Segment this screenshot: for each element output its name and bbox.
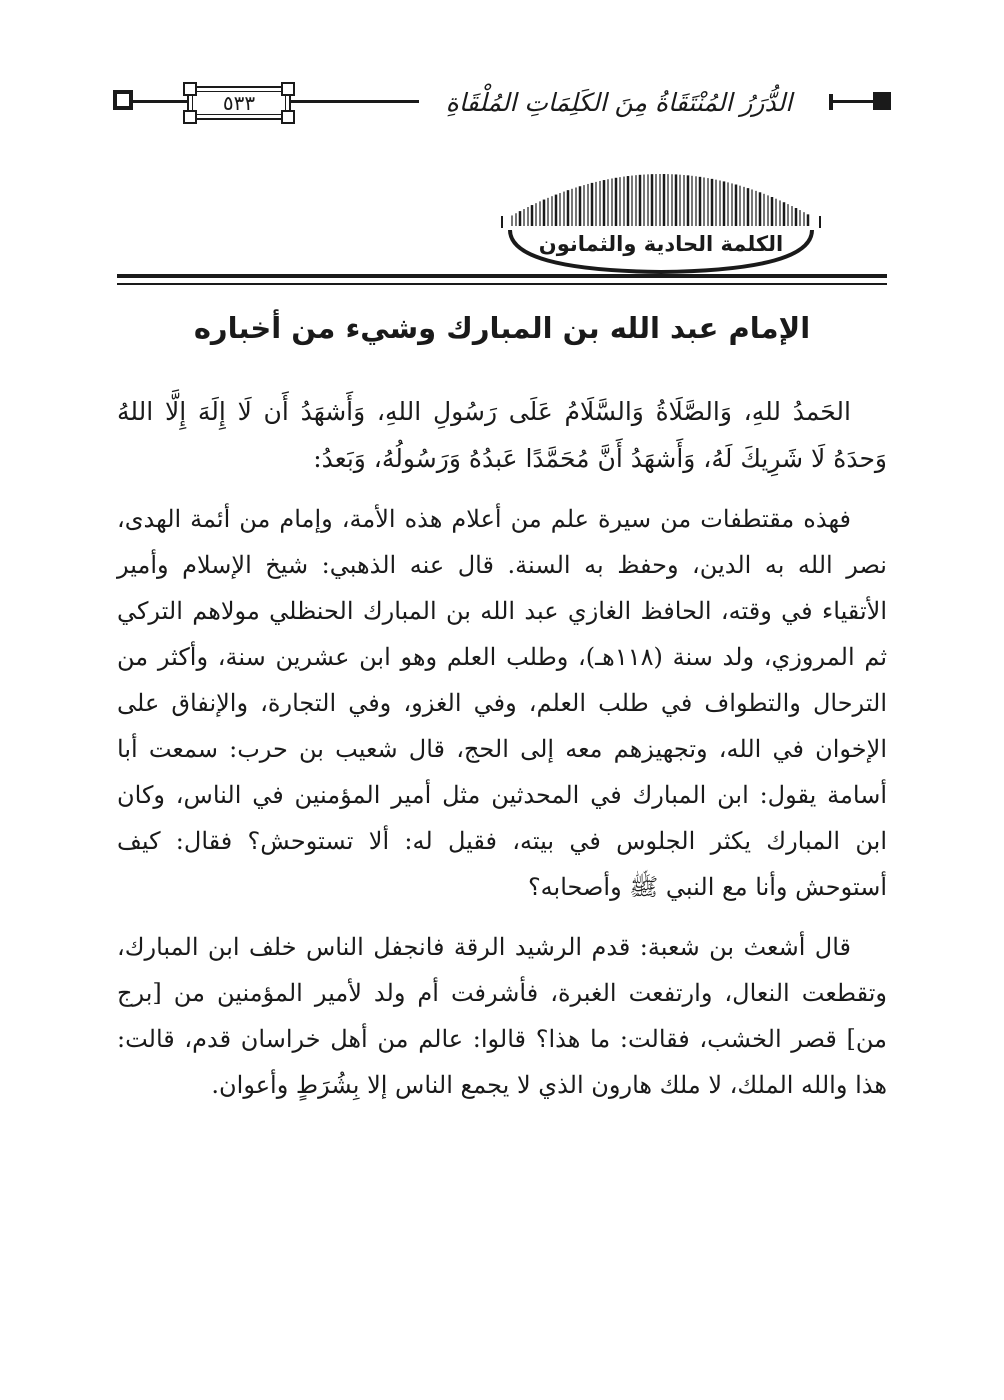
frame-corner-ornament xyxy=(281,110,295,124)
article-body xyxy=(117,388,887,1108)
header-rule-left xyxy=(133,100,187,103)
frame-corner-ornament xyxy=(183,110,197,124)
article-title: الإمام عبد الله بن المبارك وشيء من أخباره xyxy=(193,311,811,345)
left-square-ornament xyxy=(113,90,133,110)
body-paragraph: قال أشعث بن شعبة: قدم الرشيد الرقة فانجفل الناس خلف ابن المبارك، وتقطعت النعال، وارتفعت الغبرة، فأشرفت أم ولد لأمير المؤمنين من [برج من] قصر الخشب، فقالت: ما هذا؟ قالوا: عالم من أهل خراسان قدم، قالت: هذا والله الملك، لا ملك هارون الذي لا يجمع الناس إلا بِشُرَطٍ وأعوان. xyxy=(117,933,887,1099)
opening-paragraph: الحَمدُ للهِ، وَالصَّلَاةُ وَالسَّلَامُ عَلَى رَسُولِ اللهِ، وَأَشهَدُ أَن لَا إِلَهَ إِلَّا اللهُ وَحدَهُ لَا شَرِيكَ لَهُ، وَأَشهَدُ أَنَّ مُحَمَّدًا عَبدُهُ وَرَسُولُهُ، وَبَعدُ: xyxy=(117,397,887,473)
frame-corner-ornament xyxy=(281,82,295,96)
right-square-ornament xyxy=(873,92,891,110)
header-rule-right xyxy=(831,100,873,103)
body-paragraph: فهذه مقتطفات من سيرة علم من أعلام هذه الأمة، وإمام من أئمة الهدى، نصر الله به الدين، وحفظ به السنة. قال عنه الذهبي: شيخ الإسلام وأمير الأتقياء في وقته، الحافظ الغازي عبد الله بن المبارك الحنظلي مولاهم التركي ثم المروزي، ولد سنة (١١٨هـ)، وطلب العلم وهو ابن عشرين سنة، وأكثر من الترحال والتطواف في طلب العلم، وفي الغزو، وفي التجارة، والإنفاق على الإخوان في الله، وتجهيزهم معه إلى الحج، قال شعيب بن حرب: سمعت أبا أسامة يقول: ابن المبارك في المحدثين مثل أمير المؤمنين في الناس، وكان ابن المبارك يكثر الجلوس في بيته، فقيل له: ألا تستوحش؟ فقال: كيف أستوحش وأنا مع النبي ﷺ وأصحابه؟ xyxy=(117,505,887,901)
page-number: ٥٣٣ xyxy=(222,91,256,115)
title-rule-thin xyxy=(117,283,887,285)
page-number-frame xyxy=(187,86,291,120)
chapter-badge xyxy=(496,168,826,290)
title-rule-thick xyxy=(117,274,887,278)
chapter-label: الكلمة الحادية والثمانون xyxy=(538,232,784,256)
header-rule-middle xyxy=(291,100,423,103)
frame-corner-ornament xyxy=(183,82,197,96)
page-header xyxy=(113,80,891,126)
running-title: الدُّرَرُ المُنْتَقَاةُ مِنَ الكَلِمَاتِ المُلْقَاةِ xyxy=(419,84,819,122)
